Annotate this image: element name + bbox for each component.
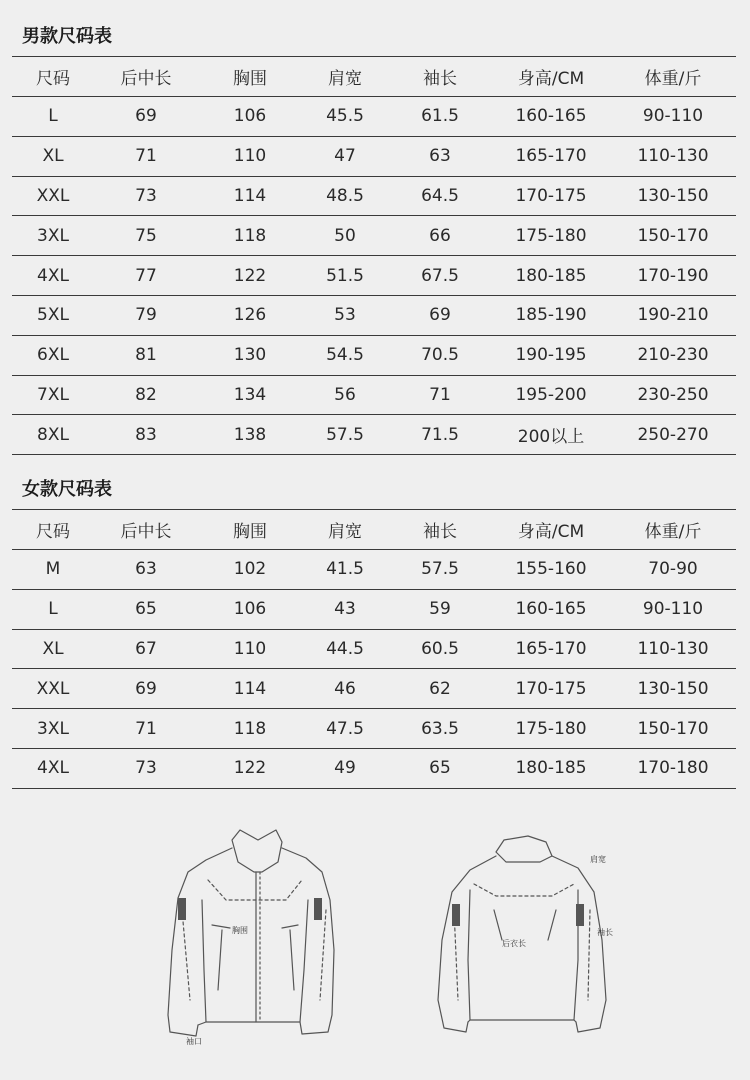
cell-sleeve: 59 bbox=[388, 589, 492, 629]
cell-chest: 102 bbox=[198, 550, 302, 590]
header-back-length: 后中长 bbox=[94, 510, 198, 550]
header-sleeve: 袖长 bbox=[388, 510, 492, 550]
front-left-patch bbox=[178, 898, 186, 920]
cell-weight: 190-210 bbox=[610, 295, 736, 335]
cell-back-length: 82 bbox=[94, 375, 198, 415]
cell-sleeve: 62 bbox=[388, 669, 492, 709]
cell-size: M bbox=[12, 550, 94, 590]
cell-back-length: 69 bbox=[94, 669, 198, 709]
cell-chest: 122 bbox=[198, 256, 302, 296]
men-size-table bbox=[12, 56, 736, 455]
cell-chest: 138 bbox=[198, 415, 302, 455]
cell-back-length: 63 bbox=[94, 550, 198, 590]
cell-shoulder: 56 bbox=[302, 375, 388, 415]
cell-back-length: 83 bbox=[94, 415, 198, 455]
table-header-row bbox=[12, 57, 736, 97]
back-sleeve-label: 袖长 bbox=[597, 928, 613, 937]
cell-shoulder: 54.5 bbox=[302, 335, 388, 375]
cell-weight: 130-150 bbox=[610, 176, 736, 216]
cell-back-length: 65 bbox=[94, 589, 198, 629]
cell-back-length: 71 bbox=[94, 136, 198, 176]
table-row bbox=[12, 97, 736, 137]
cell-sleeve: 71.5 bbox=[388, 415, 492, 455]
cell-height: 180-185 bbox=[492, 748, 610, 788]
cell-shoulder: 57.5 bbox=[302, 415, 388, 455]
header-height: 身高/CM bbox=[492, 57, 610, 97]
cell-back-length: 81 bbox=[94, 335, 198, 375]
cell-chest: 110 bbox=[198, 136, 302, 176]
cell-shoulder: 53 bbox=[302, 295, 388, 335]
cell-sleeve: 64.5 bbox=[388, 176, 492, 216]
cell-back-length: 69 bbox=[94, 97, 198, 137]
cell-size: 3XL bbox=[12, 709, 94, 749]
back-left-patch bbox=[452, 904, 460, 926]
cell-back-length: 73 bbox=[94, 176, 198, 216]
cell-size: 3XL bbox=[12, 216, 94, 256]
header-weight: 体重/斤 bbox=[610, 57, 736, 97]
jacket-measurement-illustration bbox=[0, 800, 750, 1060]
table-row bbox=[12, 176, 736, 216]
cell-height: 175-180 bbox=[492, 709, 610, 749]
cell-weight: 70-90 bbox=[610, 550, 736, 590]
cell-weight: 150-170 bbox=[610, 709, 736, 749]
back-shoulder-label: 肩宽 bbox=[590, 855, 606, 864]
cell-height: 190-195 bbox=[492, 335, 610, 375]
cell-size: XL bbox=[12, 629, 94, 669]
men-size-table-title: 男款尺码表 bbox=[22, 26, 112, 47]
table-row bbox=[12, 295, 736, 335]
table-row bbox=[12, 709, 736, 749]
cell-chest: 110 bbox=[198, 629, 302, 669]
cell-chest: 126 bbox=[198, 295, 302, 335]
front-chest-label: 胸围 bbox=[232, 926, 248, 935]
cell-height: 175-180 bbox=[492, 216, 610, 256]
cell-sleeve: 63.5 bbox=[388, 709, 492, 749]
header-shoulder: 肩宽 bbox=[302, 57, 388, 97]
cell-height: 165-170 bbox=[492, 629, 610, 669]
table-row bbox=[12, 375, 736, 415]
women-size-table bbox=[12, 509, 736, 789]
cell-sleeve: 71 bbox=[388, 375, 492, 415]
cell-size: XL bbox=[12, 136, 94, 176]
cell-height: 185-190 bbox=[492, 295, 610, 335]
cell-weight: 90-110 bbox=[610, 589, 736, 629]
cell-size: 8XL bbox=[12, 415, 94, 455]
cell-shoulder: 48.5 bbox=[302, 176, 388, 216]
cell-size: 4XL bbox=[12, 748, 94, 788]
table-row bbox=[12, 669, 736, 709]
header-chest: 胸围 bbox=[198, 510, 302, 550]
cell-sleeve: 63 bbox=[388, 136, 492, 176]
cell-weight: 250-270 bbox=[610, 415, 736, 455]
cell-shoulder: 43 bbox=[302, 589, 388, 629]
cell-shoulder: 44.5 bbox=[302, 629, 388, 669]
cell-height: 180-185 bbox=[492, 256, 610, 296]
cell-height: 170-175 bbox=[492, 669, 610, 709]
cell-back-length: 71 bbox=[94, 709, 198, 749]
header-back-length: 后中长 bbox=[94, 57, 198, 97]
cell-size: XXL bbox=[12, 669, 94, 709]
table-header-row bbox=[12, 510, 736, 550]
cell-weight: 110-130 bbox=[610, 136, 736, 176]
cell-shoulder: 47 bbox=[302, 136, 388, 176]
cell-sleeve: 61.5 bbox=[388, 97, 492, 137]
header-height: 身高/CM bbox=[492, 510, 610, 550]
cell-size: XXL bbox=[12, 176, 94, 216]
cell-sleeve: 67.5 bbox=[388, 256, 492, 296]
back-right-patch bbox=[576, 904, 584, 926]
cell-sleeve: 70.5 bbox=[388, 335, 492, 375]
cell-sleeve: 60.5 bbox=[388, 629, 492, 669]
cell-sleeve: 69 bbox=[388, 295, 492, 335]
cell-weight: 210-230 bbox=[610, 335, 736, 375]
table-row bbox=[12, 216, 736, 256]
cell-back-length: 75 bbox=[94, 216, 198, 256]
cell-chest: 134 bbox=[198, 375, 302, 415]
table-row bbox=[12, 335, 736, 375]
cell-size: 5XL bbox=[12, 295, 94, 335]
cell-chest: 114 bbox=[198, 669, 302, 709]
table-row bbox=[12, 256, 736, 296]
cell-height: 160-165 bbox=[492, 589, 610, 629]
cell-weight: 170-180 bbox=[610, 748, 736, 788]
cell-chest: 122 bbox=[198, 748, 302, 788]
front-cuff-label: 袖口 bbox=[186, 1037, 202, 1046]
cell-height: 200以上 bbox=[492, 415, 610, 455]
back-length-label: 后衣长 bbox=[502, 939, 526, 948]
front-right-patch bbox=[314, 898, 322, 920]
header-size: 尺码 bbox=[12, 510, 94, 550]
cell-height: 155-160 bbox=[492, 550, 610, 590]
header-shoulder: 肩宽 bbox=[302, 510, 388, 550]
cell-chest: 106 bbox=[198, 97, 302, 137]
cell-height: 160-165 bbox=[492, 97, 610, 137]
cell-weight: 170-190 bbox=[610, 256, 736, 296]
table-row bbox=[12, 550, 736, 590]
header-sleeve: 袖长 bbox=[388, 57, 492, 97]
cell-weight: 130-150 bbox=[610, 669, 736, 709]
cell-size: 6XL bbox=[12, 335, 94, 375]
jacket-front-sketch bbox=[168, 830, 334, 1036]
cell-shoulder: 45.5 bbox=[302, 97, 388, 137]
cell-weight: 110-130 bbox=[610, 629, 736, 669]
cell-weight: 90-110 bbox=[610, 97, 736, 137]
cell-sleeve: 65 bbox=[388, 748, 492, 788]
cell-chest: 130 bbox=[198, 335, 302, 375]
cell-sleeve: 57.5 bbox=[388, 550, 492, 590]
cell-shoulder: 46 bbox=[302, 669, 388, 709]
cell-back-length: 67 bbox=[94, 629, 198, 669]
table-row bbox=[12, 589, 736, 629]
cell-chest: 118 bbox=[198, 216, 302, 256]
cell-chest: 118 bbox=[198, 709, 302, 749]
cell-weight: 150-170 bbox=[610, 216, 736, 256]
cell-shoulder: 41.5 bbox=[302, 550, 388, 590]
cell-back-length: 77 bbox=[94, 256, 198, 296]
cell-chest: 106 bbox=[198, 589, 302, 629]
cell-size: 7XL bbox=[12, 375, 94, 415]
header-size: 尺码 bbox=[12, 57, 94, 97]
cell-height: 195-200 bbox=[492, 375, 610, 415]
header-weight: 体重/斤 bbox=[610, 510, 736, 550]
cell-back-length: 73 bbox=[94, 748, 198, 788]
cell-sleeve: 66 bbox=[388, 216, 492, 256]
table-row bbox=[12, 629, 736, 669]
cell-weight: 230-250 bbox=[610, 375, 736, 415]
cell-shoulder: 49 bbox=[302, 748, 388, 788]
cell-chest: 114 bbox=[198, 176, 302, 216]
cell-size: L bbox=[12, 97, 94, 137]
women-size-table-title: 女款尺码表 bbox=[22, 479, 112, 500]
cell-shoulder: 51.5 bbox=[302, 256, 388, 296]
cell-shoulder: 47.5 bbox=[302, 709, 388, 749]
cell-size: L bbox=[12, 589, 94, 629]
cell-size: 4XL bbox=[12, 256, 94, 296]
header-chest: 胸围 bbox=[198, 57, 302, 97]
jacket-back-sketch bbox=[438, 836, 606, 1032]
table-row bbox=[12, 748, 736, 788]
cell-height: 170-175 bbox=[492, 176, 610, 216]
table-row bbox=[12, 136, 736, 176]
cell-height: 165-170 bbox=[492, 136, 610, 176]
cell-back-length: 79 bbox=[94, 295, 198, 335]
cell-shoulder: 50 bbox=[302, 216, 388, 256]
table-row bbox=[12, 415, 736, 455]
